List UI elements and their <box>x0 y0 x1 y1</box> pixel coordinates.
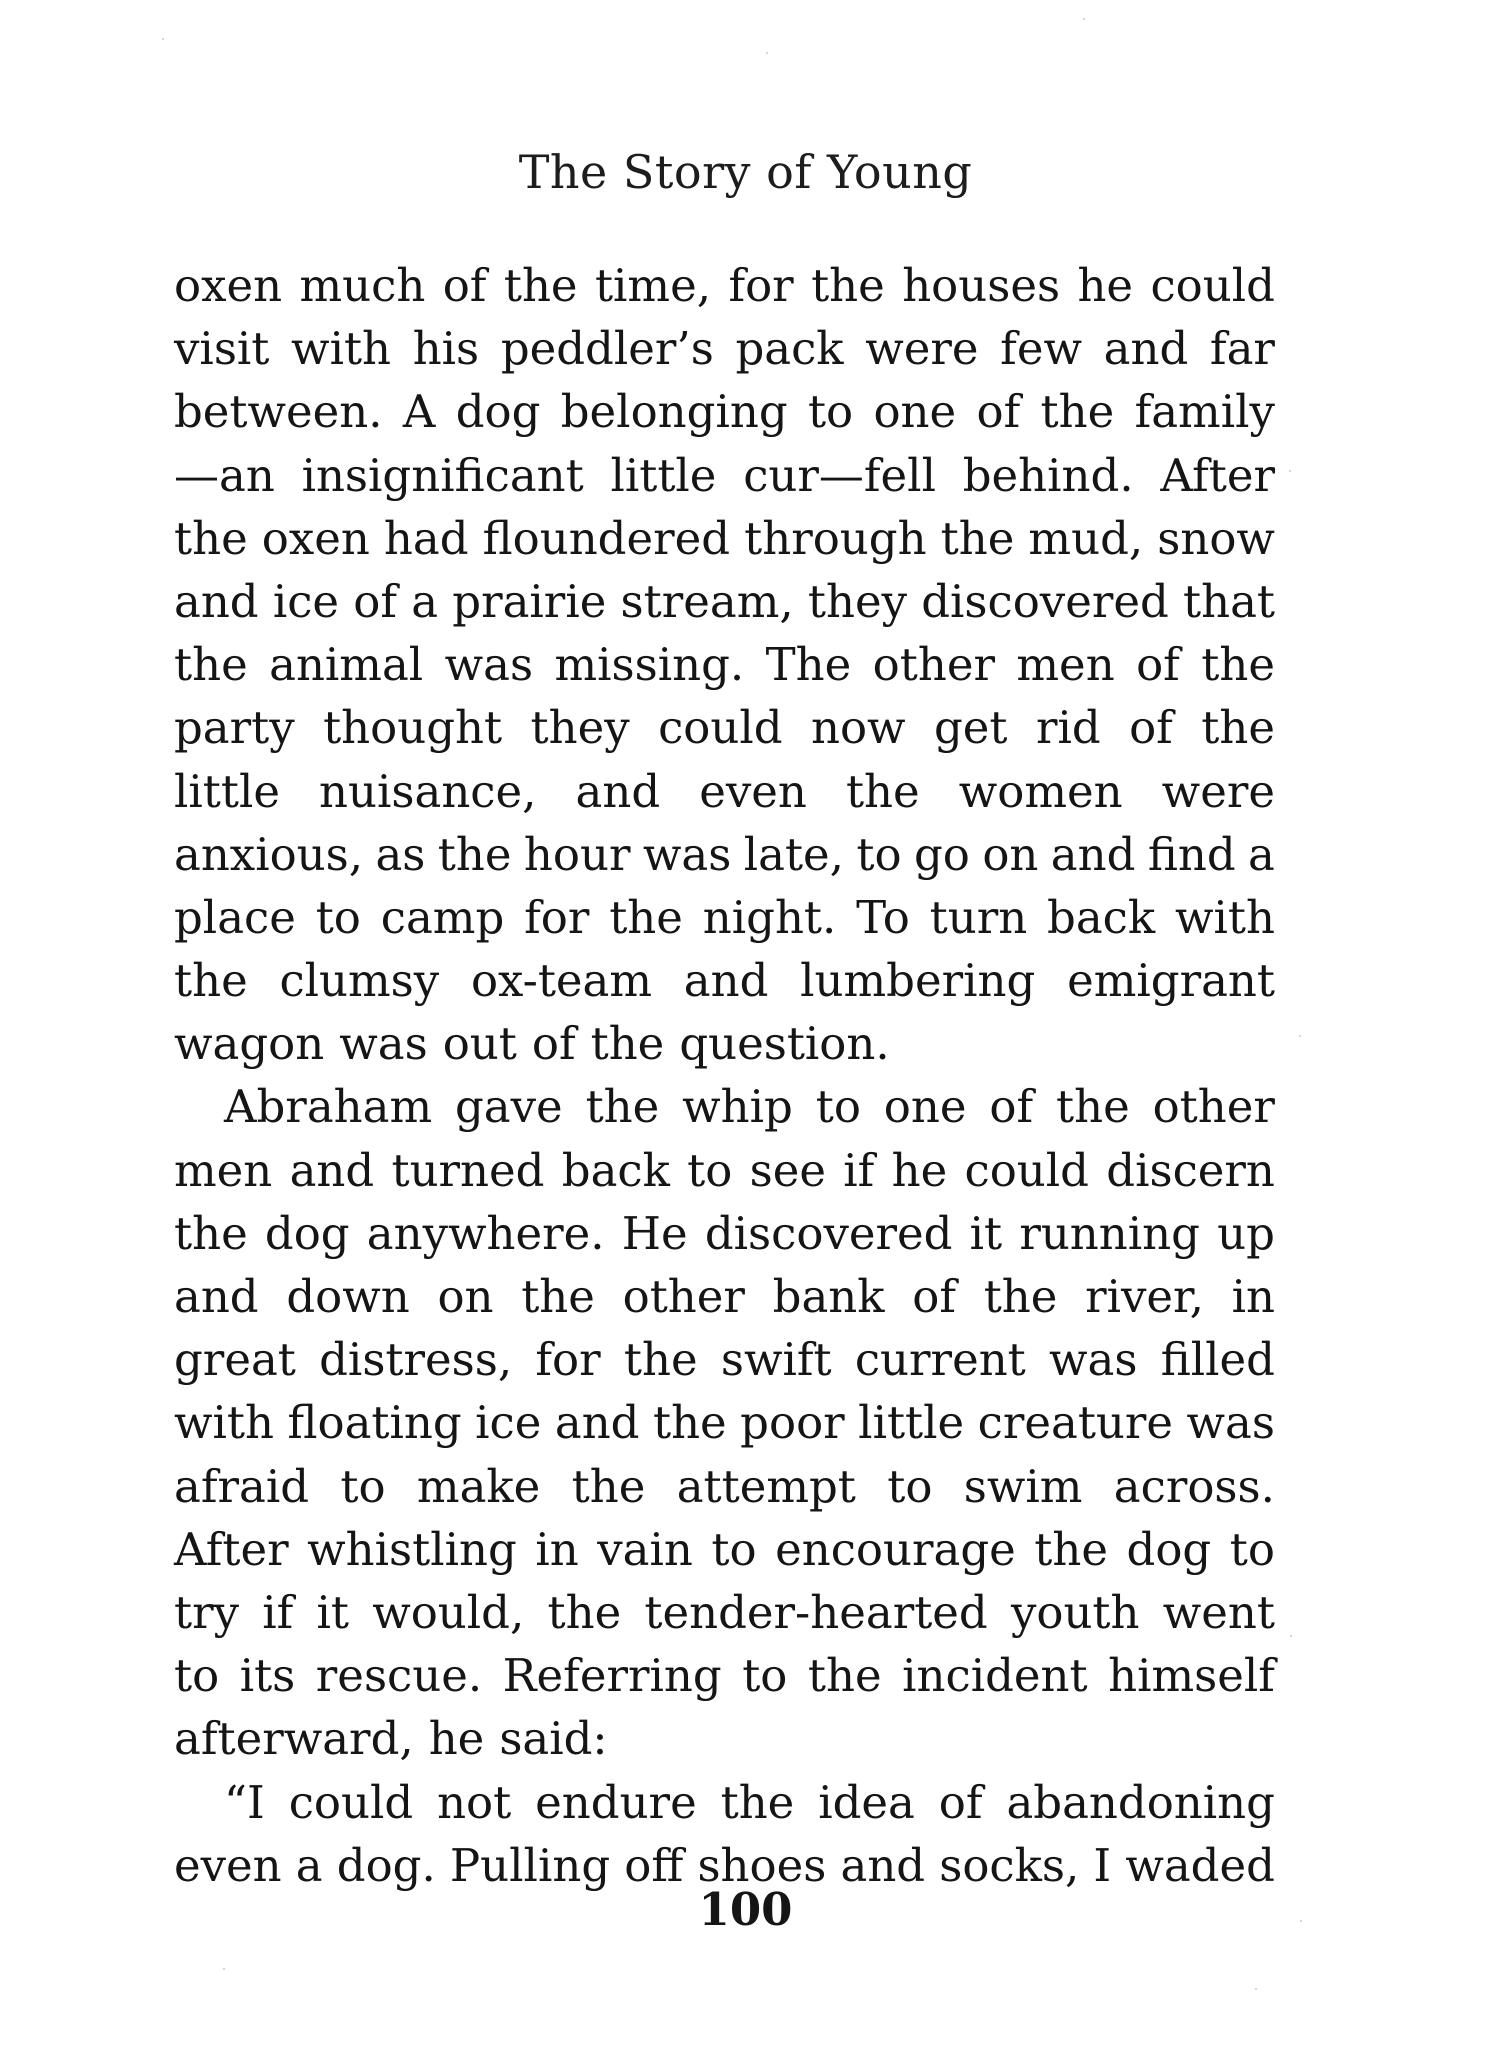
word: pack <box>735 322 844 376</box>
word: off <box>624 1838 684 1892</box>
word: turned <box>391 1143 545 1197</box>
word: of <box>989 1080 1034 1134</box>
word: peddler’s <box>500 322 714 376</box>
word: other <box>622 1270 745 1323</box>
word: The <box>765 638 852 692</box>
word: could <box>658 701 783 755</box>
word: it <box>316 1585 349 1639</box>
word: rid <box>1035 701 1101 755</box>
word: running <box>1019 1206 1200 1260</box>
word: out <box>442 1017 517 1071</box>
word: the <box>503 259 578 312</box>
word: could <box>1150 259 1275 312</box>
word: floating <box>287 1396 462 1450</box>
page-number: 100 <box>698 1883 793 1936</box>
word: its <box>239 1649 296 1703</box>
text-line <box>174 444 1275 507</box>
text-line <box>174 1644 1275 1707</box>
word: to <box>887 1459 933 1513</box>
text-line <box>174 886 1275 949</box>
word: incident <box>902 1649 1088 1703</box>
word: cur—fell <box>743 448 936 502</box>
text-line <box>174 254 1275 317</box>
word: he <box>428 1712 485 1766</box>
word: they <box>530 701 630 755</box>
word: and <box>1103 322 1189 376</box>
word: to <box>815 1080 861 1134</box>
word: ox-team <box>470 954 653 1008</box>
text-line <box>174 1202 1275 1265</box>
word: little <box>610 448 717 502</box>
word: vain <box>597 1522 693 1576</box>
word: camp <box>380 890 505 944</box>
word: go <box>914 827 970 881</box>
word: he <box>891 1143 948 1197</box>
word: would, <box>372 1585 525 1639</box>
word: to <box>340 1459 386 1513</box>
word: After <box>1160 448 1275 502</box>
word: discovered <box>921 574 1169 628</box>
text-line <box>174 1265 1275 1328</box>
word: had <box>383 511 469 565</box>
word: the <box>811 259 885 312</box>
word: hour <box>523 827 631 881</box>
word: try <box>174 1585 240 1639</box>
word: went <box>1162 1585 1275 1639</box>
body-text <box>174 254 1275 1897</box>
running-head: The Story of Young <box>518 145 973 199</box>
word: belonging <box>560 385 788 439</box>
text-line <box>174 1328 1275 1391</box>
word: dog. <box>336 1838 436 1892</box>
word: a <box>295 1838 323 1892</box>
word: it <box>969 1206 1003 1260</box>
word: was <box>1186 1396 1275 1450</box>
word: turn <box>929 890 1028 944</box>
word: gave <box>455 1080 563 1134</box>
word: in <box>1231 1270 1275 1323</box>
word: night. <box>702 890 837 944</box>
word: floundered <box>482 511 731 565</box>
word: and <box>683 954 769 1008</box>
text-line <box>174 1075 1275 1138</box>
word: idea <box>818 1775 915 1829</box>
word: discern <box>1106 1143 1275 1197</box>
word: —an <box>174 448 275 502</box>
word: attempt <box>676 1459 856 1513</box>
word: the <box>720 1775 795 1829</box>
text-line <box>174 760 1275 823</box>
word: “I <box>224 1775 265 1829</box>
word: swim <box>963 1459 1083 1513</box>
word: the <box>174 638 248 692</box>
word: with <box>291 322 392 376</box>
word: of <box>1129 701 1173 755</box>
word: the <box>1201 701 1275 755</box>
text-line <box>174 1139 1275 1202</box>
word: rescue. <box>315 1649 483 1703</box>
word: get <box>933 701 1008 755</box>
word: He <box>621 1206 688 1260</box>
word: and <box>575 764 661 818</box>
word: to <box>742 1649 788 1703</box>
word: he <box>1077 259 1134 312</box>
word: the <box>1056 1080 1130 1134</box>
word: missing. <box>554 638 745 692</box>
word: men <box>174 1143 273 1197</box>
word: of <box>353 574 398 628</box>
word: abandoning <box>1006 1775 1275 1829</box>
paper-speck <box>766 52 768 54</box>
word: one <box>883 1080 967 1134</box>
word: the <box>652 1396 727 1450</box>
word: the <box>623 1333 698 1387</box>
word: and <box>1050 827 1136 881</box>
text-line <box>174 1012 1275 1075</box>
word: insignificant <box>301 448 584 502</box>
word: of <box>1136 638 1180 692</box>
word: afraid <box>174 1459 310 1513</box>
text-line <box>174 949 1275 1012</box>
word: the <box>983 1270 1058 1323</box>
word: river, <box>1085 1270 1204 1323</box>
word: other <box>872 638 995 692</box>
word: shoes <box>697 1838 827 1892</box>
word: the <box>174 954 248 1008</box>
word: the <box>609 890 683 944</box>
text-line <box>174 823 1275 886</box>
word: filled <box>1160 1333 1275 1387</box>
text-line <box>174 570 1275 633</box>
word: the <box>940 511 1015 565</box>
word: and <box>174 574 259 628</box>
word: whistling <box>307 1522 517 1576</box>
word: on <box>982 827 1039 881</box>
paper-speck <box>1083 18 1085 20</box>
word: with <box>1175 890 1275 944</box>
word: for <box>535 1333 601 1387</box>
word: that <box>1183 574 1275 628</box>
word: even <box>699 764 807 818</box>
word: waded <box>1125 1838 1275 1892</box>
word: his <box>412 322 480 376</box>
paper-speck <box>1299 1035 1301 1037</box>
word: was <box>339 1017 428 1071</box>
word: in <box>535 1522 579 1576</box>
word: the <box>807 1649 882 1703</box>
word: was <box>444 638 534 692</box>
word: the <box>590 1017 665 1071</box>
text-line <box>174 696 1275 759</box>
text-line <box>174 507 1275 570</box>
word: encourage <box>775 1522 1016 1576</box>
word: lumbering <box>800 954 1036 1008</box>
word: whip <box>682 1080 793 1134</box>
text-line <box>174 1518 1275 1581</box>
word: mud, <box>1028 511 1144 565</box>
word: back <box>561 1143 670 1197</box>
word: thought <box>323 701 503 755</box>
word: behind. <box>962 448 1134 502</box>
word: of <box>442 259 487 312</box>
word: to <box>807 385 854 439</box>
word: the <box>437 827 512 881</box>
word: they <box>807 574 907 628</box>
word: back <box>1047 890 1156 944</box>
word: creature <box>977 1396 1174 1450</box>
word: I <box>1093 1838 1112 1892</box>
word: the <box>547 1585 622 1639</box>
text-line <box>174 380 1275 443</box>
word: swift <box>720 1333 832 1387</box>
word: of <box>531 1017 576 1071</box>
word: much <box>299 259 426 312</box>
word: were <box>1161 764 1275 818</box>
word: the <box>1201 638 1275 692</box>
word: make <box>416 1459 541 1513</box>
word: for <box>524 890 590 944</box>
word: to <box>711 1522 757 1576</box>
word: houses <box>902 259 1061 312</box>
word: bank <box>772 1270 885 1323</box>
word: to <box>174 1649 220 1703</box>
word: far <box>1209 322 1275 376</box>
word: could <box>288 1775 414 1829</box>
word: Abraham <box>224 1080 433 1134</box>
word: one <box>873 385 957 439</box>
paper-speck <box>1300 1920 1302 1922</box>
word: time, <box>594 259 712 312</box>
word: were <box>865 322 979 376</box>
word: of <box>912 1270 956 1323</box>
word: youth <box>1010 1585 1140 1639</box>
paper-speck <box>223 1968 225 1970</box>
word: wagon <box>174 1017 325 1071</box>
word: few <box>1000 322 1082 376</box>
word: even <box>174 1838 282 1892</box>
word: great <box>174 1333 296 1387</box>
word: now <box>810 701 906 755</box>
word: himself <box>1108 1649 1275 1703</box>
word: family <box>1134 385 1275 439</box>
word: anywhere. <box>366 1206 605 1260</box>
word: little <box>174 764 280 818</box>
text-line <box>174 1391 1275 1454</box>
word: through <box>744 511 927 565</box>
word: and <box>840 1838 926 1892</box>
word: late, <box>743 827 844 881</box>
paper-speck <box>1255 1988 1257 1990</box>
word: not <box>437 1775 512 1829</box>
word: distress, <box>319 1333 513 1387</box>
word: animal <box>269 638 424 692</box>
word: between. <box>174 385 383 439</box>
text-line <box>174 1707 1275 1770</box>
word: socks, <box>939 1838 1080 1892</box>
word: After <box>174 1522 289 1576</box>
word: and <box>174 1270 259 1323</box>
word: anxious, <box>174 827 364 881</box>
word: was <box>1049 1333 1138 1387</box>
text-line <box>174 317 1275 380</box>
word: to <box>1229 1522 1275 1576</box>
word: a <box>411 574 439 628</box>
word: the <box>845 764 920 818</box>
word: ice <box>272 574 340 628</box>
word: and <box>554 1396 640 1450</box>
text-line <box>174 1455 1275 1518</box>
word: visit <box>174 322 270 376</box>
word: the <box>174 511 248 565</box>
paper-speck <box>1290 1635 1292 1637</box>
word: on <box>437 1270 494 1323</box>
word: ice <box>475 1396 542 1450</box>
word: said: <box>499 1712 608 1766</box>
text-line <box>174 1771 1275 1834</box>
word: party <box>174 701 295 755</box>
word: if <box>843 1143 875 1197</box>
paper-speck <box>162 38 164 40</box>
word: down <box>286 1270 410 1323</box>
word: A <box>402 385 436 439</box>
word: was <box>642 827 732 881</box>
text-line <box>174 633 1275 696</box>
word: see <box>749 1143 826 1197</box>
text-line <box>174 1581 1275 1644</box>
word: to <box>315 890 361 944</box>
word: little <box>858 1396 965 1450</box>
word: the <box>174 1206 248 1260</box>
word: emigrant <box>1067 954 1275 1008</box>
word: question. <box>679 1017 890 1071</box>
word: current <box>854 1333 1026 1387</box>
word: oxen <box>174 259 283 312</box>
word: women <box>958 764 1123 818</box>
word: to <box>687 1143 733 1197</box>
word: poor <box>740 1396 845 1450</box>
word: the <box>1034 1522 1108 1576</box>
word: dog <box>455 385 541 439</box>
word: and <box>289 1143 375 1197</box>
word: nuisance, <box>319 764 537 818</box>
word: up <box>1217 1206 1275 1260</box>
word: for <box>728 259 794 312</box>
word: place <box>174 890 296 944</box>
word: afterward, <box>174 1712 414 1766</box>
word: Referring <box>502 1649 722 1703</box>
paper-speck <box>1289 470 1291 472</box>
word: if <box>262 1585 294 1639</box>
word: dog <box>1126 1522 1212 1576</box>
word: of <box>976 385 1021 439</box>
word: snow <box>1157 511 1275 565</box>
word: clumsy <box>279 954 440 1008</box>
word: stream, <box>620 574 794 628</box>
word: across. <box>1113 1459 1275 1513</box>
word: discovered <box>704 1206 953 1260</box>
word: the <box>571 1459 646 1513</box>
word: Pulling <box>449 1838 611 1892</box>
word: a <box>1248 827 1275 881</box>
word: with <box>174 1396 274 1450</box>
word: the <box>1040 385 1115 439</box>
word: other <box>1152 1080 1275 1134</box>
word: as <box>375 827 426 881</box>
word: the <box>585 1080 660 1134</box>
word: To <box>856 890 910 944</box>
word: of <box>938 1775 983 1829</box>
word: dog <box>264 1206 350 1260</box>
word: find <box>1147 827 1236 881</box>
word: prairie <box>452 574 607 628</box>
word: to <box>856 827 902 881</box>
word: tender-hearted <box>644 1585 988 1639</box>
word: oxen <box>261 511 370 565</box>
word: the <box>521 1270 595 1323</box>
word: endure <box>535 1775 697 1829</box>
word: could <box>964 1143 1089 1197</box>
word: men <box>1016 638 1115 692</box>
